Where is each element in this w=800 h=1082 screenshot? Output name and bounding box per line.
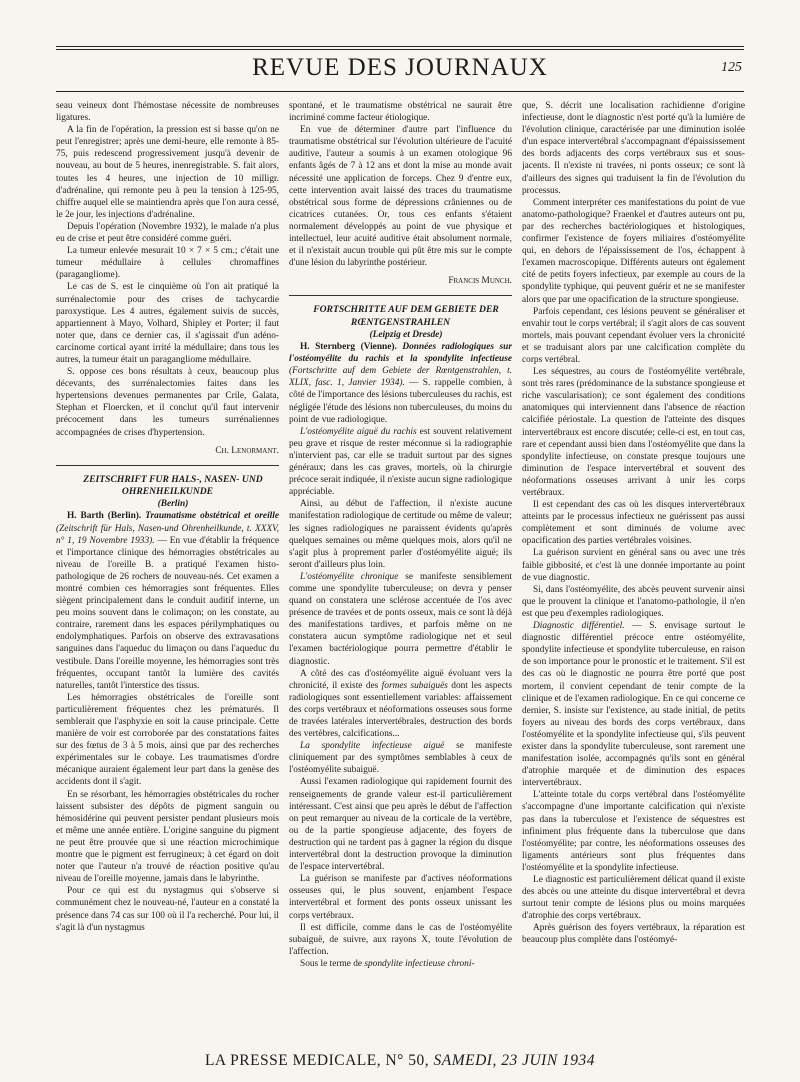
footer-publication: LA PRESSE MEDICALE, N° 50,: [204, 1052, 430, 1069]
paragraph: Les séquestres, au cours de l'ostéomyélite vertébrale, sont très rares (prédominance de la substance spongieuse et riche vascularisation); ce sont également des conditions anatomiques qui interviennent dans l'absence de réaction calcifiée périostale. La question de l'atteinte des disques intervertébraux est encore discutée; celle-ci est, en tout cas, rare et cependant aussi bien dans l'ostéomyélite que dans la spondylite infectieuse, on constate presque toujours une diminution de l'espace intervertébral et souvent des néoformations osseuses arrivant à unir les corps vertébraux.: [522, 367, 745, 498]
article-entry: [289, 341, 512, 426]
article-title: Traumatisme obstétrical et oreille: [145, 511, 279, 522]
article-title: Données radiologiques sur l'ostéomyélite du rachis et la spondylite infectieuse: [289, 342, 512, 365]
paragraph: Comment interpréter ces manifestations du point de vue anatomo-pathologique? Fraenkel et d'autres auteurs ont pu, par des recherches bactériologiques et histologiques, confirmer l'existence de foyers miliaires d'ostéomyélite qui, en dehors de l'épaississement de l'os, échappent à l'examen macroscopique. Différents auteurs ont également cité de petits foyers infectieux, par exemple au cours de la spondylite typhique, qui peuvent guérir et ne se manifester alors que par une opacification de la structure spongieuse.: [522, 197, 745, 305]
article-author: H. Sternberg (Vienne).: [300, 342, 397, 353]
paragraph: Il est cependant des cas où les disques intervertébraux atteints par le processus infectieux ne guérissent pas aussi complètement et sont diminués de volume avec opacification des parties vertébrales voisines.: [522, 500, 745, 547]
emphasis: spondylite infectieuse chroni-: [364, 958, 475, 969]
paragraph: Si, dans l'ostéomyélite, des abcès peuvent survenir ainsi que le prouvent la clinique et l'anatomo-pathologie, il n'en est que peu d'exemples radiologiques.: [522, 584, 745, 619]
paragraph: En se résorbant, les hémorragies obstétricales du rocher laissent subsister des dépôts de pigment sanguin ou hémosidérine qui peuvent persister pendant plusieurs mois et même une année entière. L'origine sanguine du pigment ne peut être prouvée que si une réaction microchimique montre que le pigment est ferrugineux; à cet égard on doit noter que l'auteur n'a trouvé de réaction positive qu'au niveau de l'oreille moyenne, jamais dans le labyrinthe.: [56, 789, 279, 885]
footer-date: SAMEDI, 23 JUIN 1934: [433, 1052, 596, 1069]
paragraph: Le diagnostic est particulièrement délicat quand il existe des abcès ou une atteinte du disque intervertébral et devra surtout tenir compte de lésions plus ou moins marquées d'atrophie des corps vertébraux.: [522, 875, 745, 922]
paragraph: Il est difficile, comme dans le cas de l'ostéomyélite subaiguë, de suivre, aux rayons X, toute l'évolution de l'affection.: [289, 922, 512, 957]
page-number: 125: [721, 60, 742, 75]
paragraph-text: se manifeste sensiblement comme une spondylite tuberculeuse; on devra y penser quand on constatera une sclérose accentuée de l'os avec présence de travées et de ponts osseux, mais ce sont là déjà des manifestations tardives, et parfois même on ne constatera aucun symptôme radiologique net et seul l'examen bactériologique pourra permettre d'établir le diagnostic.: [289, 571, 512, 667]
paragraph: [289, 958, 512, 970]
journal-city: (Leipzig et Dresde): [369, 330, 443, 340]
article-text: — En vue d'établir la fréquence et l'importance clinique des hémorragies obstétricales au niveau de l'oreille B. a pratiqué l'examen histo-pathologique de 26 rochers de nouveau-nés. Cet examen a montré combien ces hémorragies sont fréquentes. Elles siègent principalement dans le conduit auditif interne, un peu moins souvent dans le colimaçon; on les constate, au contraire, rarement dans les espaces périlymphatiques ou endolymphatiques. Parfois on observe des extravasations sanguines dans l'aqueduc du limaçon ou dans l'aqueduc du vestibule. Dans l'oreille moyenne, les hémorragies sont très fréquentes, occupant tantôt la lumière des cavités naturelles, tantôt l'interstice des tissus.: [56, 535, 279, 691]
article-author: H. Barth (Berlin).: [67, 511, 142, 522]
emphasis: L'ostéomyélite aiguë du rachis: [300, 426, 417, 437]
section-divider: [56, 465, 279, 466]
paragraph: L'atteinte totale du corps vertébral dans l'ostéomyélite s'accompagne d'une importante calcification qui n'existe pas dans la tuberculose et l'existence de séquestres est infiniment plus fréquente dans la tuberculose que dans l'ostéomyélite; par contre, les néoformations osseuses des ligaments antérieurs sont plus fréquentes dans l'ostéomyélite et la spondylite infectieuse.: [522, 790, 745, 873]
paragraph-text: est souvent relativement peu grave et risque de rester méconnue si la radiographie n'intervient pas, car elle se traduit surtout par des signes généraux; dans les cas graves, mortels, où la chirurgie précoce serait indiquée, il n'existe aucun signe radiologique appréciable.: [289, 426, 512, 498]
paragraph-text: — S. envisage surtout le diagnostic différentiel précoce entre ostéomyélite, spondylite infectieuse et spondylite tuberculeuse, en raison de son importance pour le pronostic et le traitement. S'il est des cas où le diagnostic ne pourra être porté que post mortem, il convient cependant de tenir compte de la clinique et de l'examen radiologique. En ce qui concerne ce dernier, S. insiste sur l'existence, au stade initial, de petits foyers au niveau des bords des corps vertébraux, dans l'ostéomyélite et la spondylite infectieuse qui, s'ils peuvent exister dans la spondylite tuberculeuse, sont rarement une manifestation isolée, accompagnés qu'ils sont en général d'atrophie marquée et de diminution des espaces intervertébraux.: [522, 621, 745, 789]
paragraph-text: A côté des cas d'ostéomyélite aiguë évoluant vers la chronicité, il existe des: [289, 668, 512, 691]
article-text: — S. rappelle combien, à côté de l'importance des lésions tuberculeuses du rachis, est négligée l'étude des lésions non tuberculeuses, du moins du point de vue radiologique.: [289, 378, 512, 425]
header-bottom-rule: [56, 91, 744, 92]
article-columns: [56, 100, 746, 1048]
page-footer: [56, 1052, 744, 1070]
journal-heading: FORTSCHRITTE AUF DEM GEBIETE DER RŒNTGENSTRAHLEN: [313, 304, 499, 328]
page-header: [56, 50, 744, 90]
paragraph: Aussi l'examen radiologique qui rapidement fournit des renseignements de grande valeur est-il particulièrement intéressant. C'est ainsi que peu après le début de l'affection on peut remarquer au niveau de la corticale de la vertèbre, ou de la partie spongieuse adjacente, des foyers de destruction qui ne tardent pas à gagner la région du disque intervertébral dont la destruction provoque la diminution de l'espace intervertébral.: [289, 777, 512, 873]
paragraph: [522, 620, 745, 789]
paragraph: La guérison se manifeste par d'actives néoformations osseuses qui, le plus souvent, enjambent l'espace intervertébral et forment des ponts osseux unissant les corps vertébraux.: [289, 874, 512, 921]
article-reference: (Fortschritte auf dem Gebiete der Rœntgenstrahlen, t. XLIX, fasc. 1, Janvier 1934).: [289, 366, 512, 389]
paragraph: [289, 668, 512, 741]
emphasis: La spondylite infectieuse aiguë: [300, 741, 445, 752]
paragraph: La guérison survient en général sans ou avec une très faible gibbosité, et c'est là une donnée importante au point de vue diagnostic.: [522, 548, 745, 583]
emphasis: Diagnostic différentiel.: [533, 621, 625, 632]
paragraph: seau veineux dont l'hémostase nécessite de nombreuses ligatures.: [56, 101, 279, 124]
paragraph: S. oppose ces bons résultats à ceux, beaucoup plus décevants, des surrénalectomies faites dans les hypertensions devenues permanentes par Crile, Galata, Stephan et Floercken, et il conclut qu'il faut intervenir précocement dans les tumeurs surrénaliennes accompagnées de crises d'hypertension.: [56, 367, 279, 438]
paragraph-text: se manifeste cliniquement par des symptômes semblables à ceux de l'ostéomyélite subaiguë.: [289, 741, 512, 776]
paragraph: Le cas de S. est le cinquième où l'on ait pratiqué la surrénalectomie pour des crises de tachycardie paroxystique. Les 4 autres, également suivis de succès, appartiennent à Mayo, Volhard, Shipley et Porter; il faut noter que, dans ce dernier cas, il s'agissait d'un adéno-carcinome cortical ayant irrité la médullaire; dans tous les autres, la tumeur était un paragangliome médullaire.: [56, 282, 279, 365]
emphasis: formes subaiguës: [381, 680, 448, 691]
article-reference: (Zeitschrift für Hals, Nasen-und Ohrenheilkunde, t. XXXV, n° 1, 19 Novembre 1933).: [56, 523, 279, 546]
paragraph: En vue de déterminer d'autre part l'influence du traumatisme obstétrical sur l'évolution ultérieure de l'acuité auditive, l'auteur a soumis à un examen otologique 96 enfants âgés de 7 à 12 ans et dont la mise au monde avait nécessité une application de forceps. Chez 9 d'entre eux, cette intervention avait laissé des traces du traumatisme obstétrical sous forme de dépressions crâniennes ou de cicatrices cutanées. Or, tous ces enfants s'étaient normalement développés au point de vue physique et intellectuel, leur acuité auditive était absolument normale, et il n'existait aucun trouble qui pût être mis sur le compte d'une lésion du labyrinthe postérieur.: [289, 125, 512, 269]
paragraph: Pour ce qui est du nystagmus qui s'observe si communément chez le nouveau-né, l'auteur en a constaté la présence dans 74 cas sur 100 où il l'a recherché. Pour lui, il s'agit là d'un nystagmus: [56, 886, 279, 933]
paragraph: Les hémorragies obstétricales de l'oreille sont particulièrement fréquentes chez les prématurés. Il semblerait que l'asphyxie en soit la cause principale. Cette manière de voir est corroborée par des constatations faites sur des fœtus de 3 à 5 mois, ainsi que par des recherches expérimentales sur le cobaye. Les traumatismes d'ordre mécanique auraient également leur part dans la genèse des accidents dont il s'agit.: [56, 692, 279, 788]
journal-city: (Berlin): [157, 499, 189, 510]
column-3: [522, 100, 745, 1048]
paragraph: [289, 571, 512, 668]
column-1: [56, 100, 279, 1048]
column-2: [289, 100, 512, 1048]
paragraph-text: dont les aspects radiologiques sont essentiellement variables: affaissement des corps vertébraux et néoformations osseuses sous forme de travées latérales intervertébrales, destruction des bords des vertèbres, calcifications...: [289, 680, 512, 740]
paragraph: [289, 740, 512, 776]
paragraph: A la fin de l'opération, la pression est si basse qu'on ne peut l'enregistrer; après une demi-heure, elle remonte à 85-75, puis redescend progressivement jusqu'à devenir de nouveau, au bout de 5 heures, inenregistrable. S. fait alors, toutes les 4 heures, une injection de 10 milligr. d'adrénaline, qui remonte peu à peu la tension à 125-95, chiffre auquel elle se maintiendra après que l'on aura cessé, le 2e jour, les injections d'adrénaline.: [56, 125, 279, 220]
paragraph: [289, 426, 512, 499]
paragraph: que, S. décrit une localisation rachidienne d'origine infectieuse, dont le diagnostic n'est porté qu'à la lumière de l'évolution clinique, caractérisée par une diminution isolée d'un espace intervertébral s'accompagnant d'épaississement des bords adjacents des corps vertébraux sus et sous-jacents. Il n'existe ni travées, ni ponts osseux; ce sont là d'ailleurs des signes qui traduisent la fin de l'évolution du processus.: [522, 101, 745, 196]
paragraph: spontané, et le traumatisme obstétrical ne saurait être incriminé comme facteur étiologique.: [289, 101, 512, 124]
journal-title: REVUE DES JOURNAUX: [252, 54, 548, 81]
author-signature: Francis Munch.: [448, 276, 512, 287]
paragraph: Depuis l'opération (Novembre 1932), le malade n'a plus eu de crise et peut être considéré comme guéri.: [56, 221, 279, 245]
article-entry: [56, 510, 279, 691]
paragraph-text: Sous le terme de: [300, 958, 363, 969]
section-divider: [289, 295, 512, 296]
paragraph: La tumeur enlevée mesurait 10 × 7 × 5 cm.; c'était une tumeur médullaire à cellules chromaffines (paragangliome).: [56, 246, 279, 281]
emphasis: L'ostéomyélite chronique: [300, 571, 399, 582]
journal-heading: ZEITSCHRIFT FUR HALS-, NASEN- UND OHRENHEILKUNDE: [83, 473, 263, 498]
paragraph: Ainsi, au début de l'affection, il n'existe aucune manifestation radiologique de certitude ou même de valeur; les signes radiologiques ne paraissent évidents qu'après quelques semaines ou même quelques mois, alors qu'il ne s'agit plus à proprement parler d'ostéomyélite aiguë; ils seront d'ailleurs plus loin.: [289, 499, 512, 570]
header-top-rule: [56, 46, 744, 47]
paragraph: Parfois cependant, ces lésions peuvent se généraliser et envahir tout le corps vertébral; il s'agit alors de cas souvent mortels, mais pouvant cependant évoluer vers la chronicité et se traduisant alors par une calcification complète du corps vertébral.: [522, 306, 745, 365]
author-signature: Ch. Lenormant.: [215, 445, 279, 456]
paragraph: Après guérison des foyers vertébraux, la réparation est beaucoup plus complète dans l'ostéomyé-: [522, 923, 745, 946]
